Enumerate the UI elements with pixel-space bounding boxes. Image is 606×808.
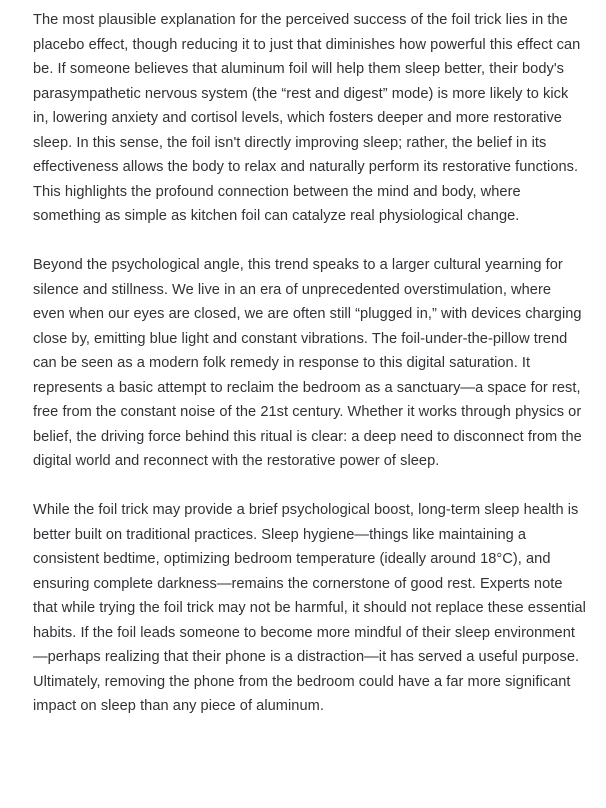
- paragraph-placebo-effect: The most plausible explanation for the perceived success of the foil trick lies in the placebo effect, though reducing it to just that diminishes how powerful this effect can be. If someone believes that aluminum foil will help them sleep better, their body's parasympathetic nervous system (the “rest and digest” mode) is more likely to kick in, lowering anxiety and cortisol levels, which fosters deeper and more restorative sleep. In this sense, the foil isn't directly improving sleep; rather, the belief in its effectiveness allows the body to relax and naturally perform its restorative functions. This highlights the profound connection between the mind and body, where something as simple as kitchen foil can catalyze real physiological change.: [33, 12, 581, 224]
- paragraph-cultural-yearning: Beyond the psychological angle, this trend speaks to a larger cultural yearning for silence and stillness. We live in an era of unprecedented overstimulation, where even when our eyes are closed, we are often still “plugged in,” with devices charging close by, emitting blue light and constant vibrations. The foil-under-the-pillow trend can be seen as a modern folk remedy in response to this digital saturation. It represents a basic attempt to reclaim the bedroom as a sanctuary—a space for rest, free from the constant noise of the 21st century. Whether it works through physics or belief, the driving force behind this ritual is clear: a deep need to disconnect from the digital world and reconnect with the restorative power of sleep.: [33, 257, 582, 470]
- paragraph-sleep-hygiene: While the foil trick may provide a brief psychological boost, long-term sleep health is better built on traditional practices. Sleep hygiene—things like maintaining a consistent bedtime, optimizing bedroom temperature (ideally around 18°C), and ensuring complete darkness—remains the cornerstone of good rest. Experts note that while trying the foil trick may not be harmful, it should not replace these essential habits. If the foil leads someone to become more mindful of their sleep environment—perhaps realizing that their phone is a distraction—it has served a useful purpose. Ultimately, removing the phone from the bedroom could have a far more significant impact on sleep than any piece of aluminum.: [33, 502, 586, 715]
